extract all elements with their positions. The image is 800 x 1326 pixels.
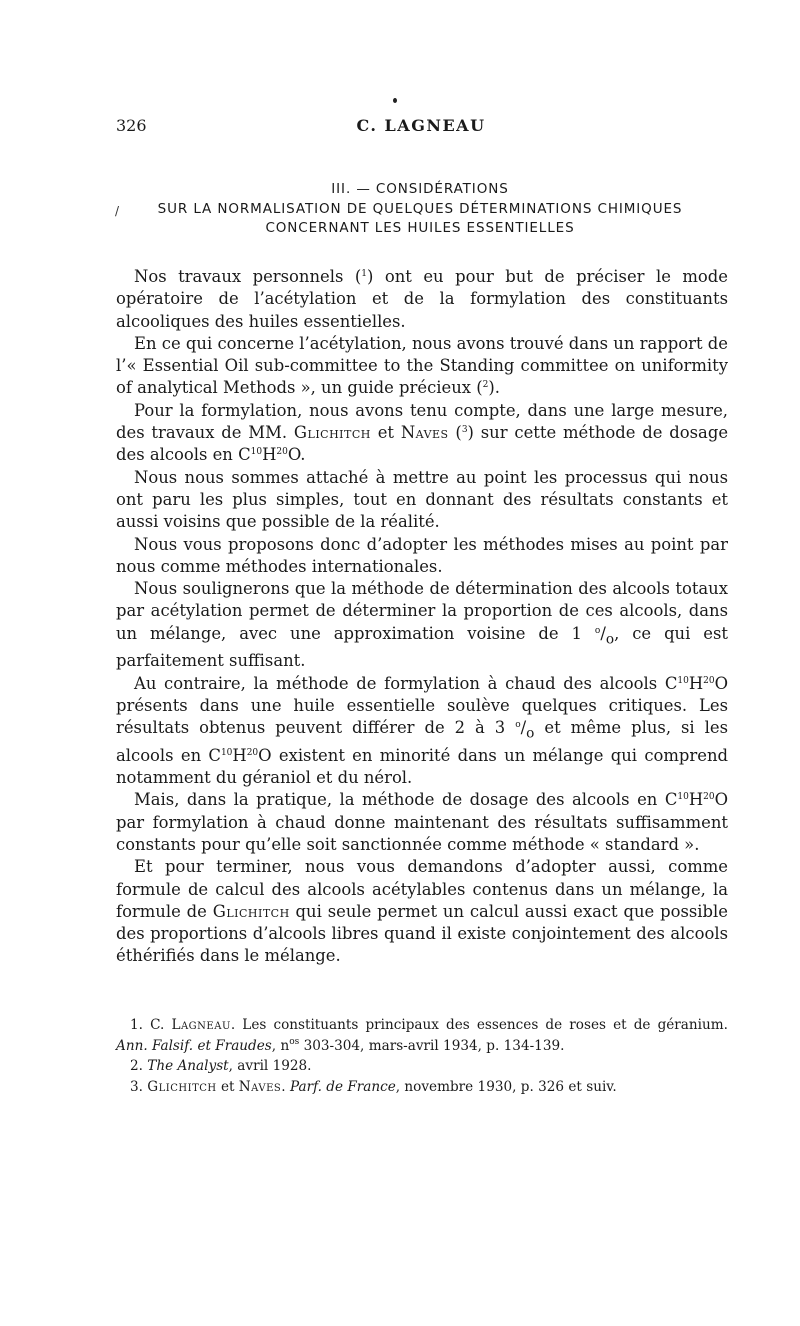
page-header (116, 116, 726, 140)
author-name: Naves (400, 423, 449, 443)
paragraph-7: Au contraire, la méthode de formylation à chaud des alcools $C^{10}H^{20}O$ présents dans une huile essentielle soulève quelques critiques. Les résultats obtenus peuvent différer de 2 à 3 $^o/_o$ et même plus, si les alcools en $C^{10}H^{20}O$ existent en minorité dans un mélange qui comprend notamment du géraniol et du nérol. (116, 673, 728, 788)
footnotes (116, 1015, 728, 1097)
page-number: 326 (116, 116, 147, 135)
paragraph-2: En ce qui concerne l’acétylation, nous avons trouvé dans un rapport de l’« Essential Oil sub-committee to the Standing committee on uniformity of analytical Methods », un guide précieux ($^2$). (116, 333, 728, 398)
heading-line-3: CONCERNANT LES HUILES ESSENTIELLES (265, 220, 575, 236)
author-name: Glichitch (293, 423, 371, 443)
ink-dot (393, 98, 397, 103)
running-head: C. LAGNEAU (356, 116, 486, 135)
heading-line-1: III. — CONSIDÉRATIONS (331, 181, 509, 197)
stray-mark: / (115, 204, 120, 218)
paragraph-9: Et pour terminer, nous vous demandons d’adopter aussi, comme formule de calcul des alcools acétylables contenus dans un mélange, la formule de Glichitch qui seule permet un calcul aussi exact que possible des proportions d’alcools libres quand il existe conjointement des alcools éthérifiés dans le mélange. (116, 857, 728, 966)
paragraph-3: Pour la formylation, nous avons tenu compte, dans une large mesure, des travaux de MM. Glichitch et Naves ($^3$) sur cette méthode de dosage des alcools en $C^{10}H^{20}O$. (116, 400, 729, 465)
paragraph-1: Nos travaux personnels ($^1$) ont eu pour but de préciser le mode opératoire de l’acétylation et de la formylation des constituants alcooliques des huiles essentielles. (116, 267, 728, 331)
author-name: Glichitch (212, 901, 290, 921)
footnote-ref: 2 (482, 380, 489, 391)
footnote-2: 2. The Analyst, avril 1928. (130, 1058, 312, 1074)
paragraph-4: Nous nous sommes attaché à mettre au point les processus qui nous ont paru les plus simples, tout en donnant des résultats constants et aussi voisins que possible de la réalité. (116, 467, 728, 532)
footnote-ref: 1 (361, 269, 367, 279)
footnote-1: 1. C. Lagneau. Les constituants principaux des essences de roses et de géranium. Ann. Falsif. et Fraudes, $n^{os}$ 303-304, mars-avril 1934, p. 134-139. (116, 1017, 728, 1054)
section-heading (110, 180, 730, 239)
body-text (116, 266, 728, 968)
paragraph-6: Nous soulignerons que la méthode de détermination des alcools totaux par acétylation permet de déterminer la proportion de ces alcools, dans un mélange, avec une approximation voisine de 1 $^o/_o$, ce qui est parfaitement suffisant. (116, 579, 728, 671)
paragraph-5: Nous vous proposons donc d’adopter les méthodes mises au point par nous comme méthodes internationales. (116, 534, 728, 576)
heading-line-2: SUR LA NORMALISATION DE QUELQUES DÉTERMINATIONS CHIMIQUES (157, 200, 683, 217)
footnote-3: 3. Glichitch et Naves. Parf. de France, novembre 1930, p. 326 et suiv. (130, 1078, 617, 1095)
paragraph-8: Mais, dans la pratique, la méthode de dosage des alcools en $C^{10}H^{20}O$ par formylation à chaud donne maintenant des résultats suffisamment constants pour qu’elle soit sanctionnée comme méthode « standard ». (116, 790, 728, 854)
footnote-ref: 3 (461, 425, 468, 436)
